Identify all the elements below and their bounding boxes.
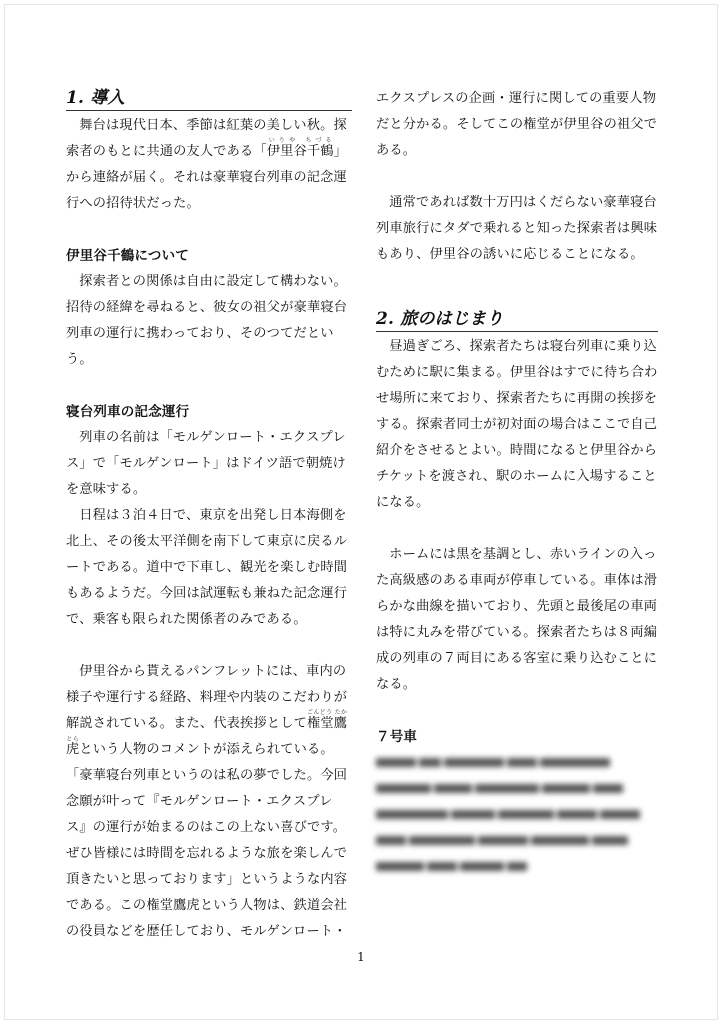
name-ruby: 伊里谷千鶴いりや ちづる [266, 137, 334, 159]
invitation-paragraph: 通常であれば数十万円はくだらない豪華寝台列車旅行にタダで乗れると知った探索者は興味もあり、伊里谷の誘いに応じることになる。 [376, 195, 658, 262]
redacted-text-block [376, 750, 658, 880]
continued-paragraph: エクスプレスの企画・運行に関しての重要人物だと分かる。そしてこの権堂が伊里谷の祖父である。 [376, 91, 658, 158]
section-heading-intro: 1. 導入 [66, 86, 352, 111]
train-paragraph-1: 列車の名前は「モルゲンロート・エクスプレス」で「モルゲンロート」はドイツ語で朝焼けを意味する。 [66, 430, 346, 497]
heading-train-event: 寝台列車の記念運行 [66, 404, 190, 420]
pamphlet-paragraph: 伊里谷から貰えるパンフレットには、車内の様子や運行する経路、料理や内装のこだわりが解説されている。また、代表挨拶として権堂鷹虎ごんどう たかとらという人物のコメントが添えられている。「豪華寝台列車というのは私の夢でした。今回念願が叶って『モルゲンロート・エクスプレス』の運行が始まるのはこの上ない喜びです。ぜひ皆様には時間を忘れるような旅を楽しんで頂きたいと思っております」というような内容である。この権堂鷹虎という人物は、鉄道会社の役員などを歴任しており、モルゲンロート・ [66, 664, 348, 939]
page-number: 1 [357, 950, 365, 964]
section-heading-journey: 2. 旅のはじまり [376, 307, 658, 332]
person-ruby: 権堂鷹虎ごんどう たかとら [66, 709, 348, 757]
journey-paragraph-2: ホームには黒を基調とし、赤いラインの入った高級感のある車両が停車している。車体は滑らかな曲線を描いており、先頭と最後尾の車両は特に丸みを帯びている。探索者たちは８両編成の列車の７両目にある客室に乗り込むことになる。 [376, 547, 658, 692]
right-column [376, 86, 658, 880]
journey-paragraph-1: 昼過ぎごろ、探索者たちは寝台列車に乗り込むために駅に集まる。伊里谷はすでに待ち合わせ場所に来ており、探索者たちに再開の挨拶をする。探索者同士が初対面の場合はここで自己紹介をさせるとよい。時間になると伊里谷からチケットを渡され、駅のホームに入場することになる。 [376, 339, 658, 510]
heading-car-7: ７号車 [376, 729, 418, 745]
left-column [66, 86, 352, 945]
intro-paragraph: 舞台は現代日本、季節は紅葉の美しい秋。探索者のもとに共通の友人である「伊里谷千鶴いりや ちづる」から連絡が届く。それは豪華寝台列車の記念運行への招待状だった。 [66, 118, 348, 211]
train-paragraph-2: 日程は３泊４日で、東京を出発し日本海側を北上、その後太平洋側を南下して東京に戻るルートである。道中で下車し、観光を楽しむ時間もあるようだ。今回は試運転も兼ねた記念運行で、乗客も限られた関係者のみである。 [66, 508, 348, 627]
about-paragraph: 探索者との関係は自由に設定して構わない。招待の経緯を尋ねると、彼女の祖父が豪華寝台列車の運行に携わっており、そのつてだという。 [66, 274, 348, 367]
heading-about-chizuru: 伊里谷千鶴について [66, 248, 190, 264]
